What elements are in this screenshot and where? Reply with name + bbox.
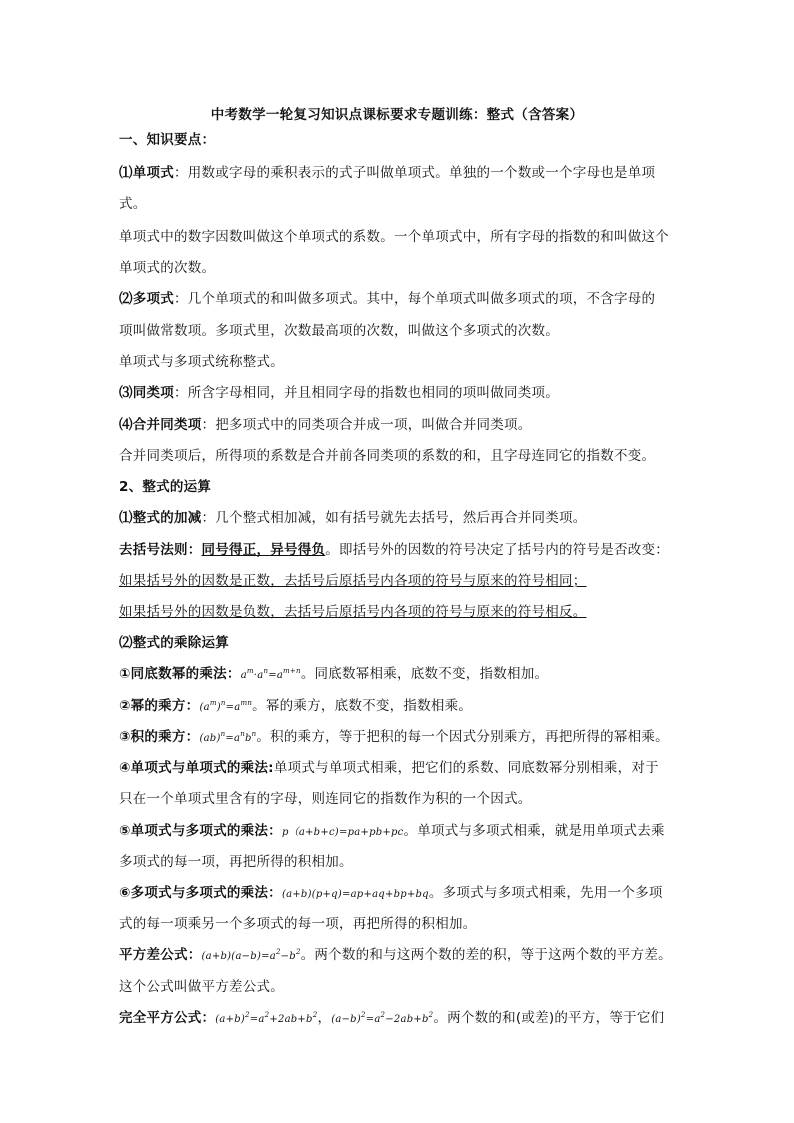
document-title: 中考数学一轮复习知识点课标要求专题训练：整式（含答案） (210, 107, 584, 123)
term-difference-of-squares: 平方差公式： (119, 947, 202, 963)
paragraph-combine-like-terms (119, 415, 532, 435)
term-monomial: ⑴单项式 (119, 165, 174, 181)
bracket-rule-positive: 如果括号外的因数是正数，去括号后原括号内各项的符号与原来的符号相同； (119, 573, 587, 589)
term-like-terms: ⑶同类项 (119, 385, 174, 401)
rule-monomial-times-polynomial (119, 821, 665, 843)
paragraph-polynomial-cont: 项叫做常数项。多项式里，次数最高项的次数，叫做这个多项式的次数。 (119, 323, 559, 339)
term-monomial-times-monomial: ④单项式与单项式的乘法: (119, 760, 274, 776)
section-heading-knowledge: 一、知识要点： (119, 132, 216, 148)
rule-perfect-square (119, 1008, 664, 1030)
paragraph-monomial-degree: 单项式的次数。 (119, 260, 216, 276)
paragraph-monomial (119, 163, 655, 183)
formula-monomial-times-polynomial: p（a+b+c)=pa+pb+pc (281, 827, 404, 838)
bracket-rule-text: 。即括号外的因数的符号决定了括号内的符号是否改变： (325, 542, 669, 558)
term-polynomial-times-polynomial: ⑥多项式与多项式的乘法： (119, 885, 282, 901)
term-power-of-product: ③积的乘方： (119, 729, 200, 745)
rule-same-base-multiply (119, 664, 548, 686)
formula-same-base-multiply: $a^m\cdot a^n=a^{m+n}$ (240, 667, 301, 681)
term-bracket-rule: 去括号法则： (119, 542, 202, 558)
formula-polynomial-times-polynomial: (a+b)(p+q)=ap+aq+bp+bq (281, 889, 429, 900)
paragraph-monomial-cont: 式。 (119, 196, 147, 212)
perfect-square-text: 。两个数的和(或差)的平方，等于它们 (433, 1010, 665, 1026)
term-power-of-power: ②幂的乘方： (119, 698, 200, 714)
term-combine-like-terms: ⑷合并同类项 (119, 417, 202, 433)
term-same-base-multiply: ①同底数幂的乘法： (119, 666, 241, 682)
paragraph-combine-rule: 合并同类项后，所得项的系数是合并前各同类项的系数的和，且字母连同它的指数不变。 (119, 448, 656, 464)
formula-separator: ， (317, 1010, 332, 1026)
paragraph-integral-expression: 单项式与多项式统称整式。 (119, 354, 284, 370)
monomial-times-monomial-text: 单项式与单项式相乘，把它们的系数、同底数幂分别相乘，对于 (273, 760, 659, 776)
paragraph-bracket-rule (119, 540, 669, 560)
rule-difference-of-squares-cont: 这个公式叫做平方差公式。 (119, 979, 284, 995)
combine-like-terms-definition: ：把多项式中的同类项合并成一项，叫做合并同类项。 (201, 417, 532, 433)
term-add-subtract: ⑴整式的加减 (119, 510, 202, 526)
paragraph-polynomial (119, 289, 655, 309)
formula-perfect-square-sum: $(a+b)^2=a^2+2ab+b^2$ (215, 1011, 318, 1025)
rule-monomial-times-monomial (119, 758, 659, 778)
rule-polynomial-times-polynomial (119, 883, 663, 905)
rule-power-of-product (119, 727, 669, 749)
same-base-multiply-text: 。同底数幂相乘，底数不变，指数相加。 (300, 666, 549, 682)
paragraph-like-terms (119, 383, 559, 403)
add-subtract-definition: ：几个整式相加减，如有括号就先去括号，然后再合并同类项。 (201, 510, 587, 526)
formula-perfect-square-difference: $(a-b)^2=a^2-2ab+b^2$ (331, 1011, 434, 1025)
subheading-multiply-divide: ⑵整式的乘除运算 (119, 635, 229, 651)
power-of-product-text: 。积的乘方，等于把积的每一个因式分别乘方，再把所得的幂相乘。 (256, 729, 669, 745)
rule-power-of-power (119, 696, 472, 718)
power-of-power-text: 。幂的乘方，底数不变，指数相乘。 (252, 698, 473, 714)
paragraph-add-subtract (119, 508, 587, 528)
polynomial-definition: ：几个单项式的和叫做多项式。其中，每个单项式叫做多项式的项，不含字母的 (174, 291, 656, 307)
like-terms-definition: ：所含字母相同，并且相同字母的指数也相同的项叫做同类项。 (174, 385, 559, 401)
rule-monomial-times-polynomial-cont: 多项式的每一项，再把所得的积相加。 (119, 854, 353, 870)
term-perfect-square: 完全平方公式： (119, 1010, 216, 1026)
paragraph-monomial-coefficient: 单项式中的数字因数叫做这个单项式的系数。一个单项式中，所有字母的指数的和叫做这个 (119, 229, 669, 245)
rule-polynomial-times-polynomial-cont: 式的每一项乘另一个多项式的每一项，再把所得的积相加。 (119, 916, 477, 932)
formula-difference-of-squares: $(a+b)(a-b)=a^2-b^2$ (201, 948, 301, 962)
bracket-rule-mnemonic: 同号得正，异号得负 (201, 542, 326, 558)
formula-power-of-power: $(a^m)^n=a^{mn}$ (199, 699, 253, 713)
monomial-times-polynomial-text: 。单项式与多项式相乘，就是用单项式去乘 (403, 823, 665, 839)
section-heading-operations: 2、整式的运算 (119, 479, 212, 495)
term-polynomial: ⑵多项式 (119, 291, 174, 307)
formula-power-of-product: $(ab)^n=a^nb^n$ (199, 730, 257, 744)
rule-monomial-times-monomial-cont: 只在一个单项式里含有的字母，则连同它的指数作为积的一个因式。 (119, 791, 532, 807)
rule-difference-of-squares (119, 945, 672, 967)
difference-of-squares-text: 。两个数的和与这两个数的差的积，等于这两个数的平方差。 (300, 947, 672, 963)
polynomial-times-polynomial-text: 。多项式与多项式相乘，先用一个多项 (428, 885, 663, 901)
bracket-rule-negative: 如果括号外的因数是负数，去括号后原括号内各项的符号与原来的符号相反。 (119, 604, 587, 620)
monomial-definition: ：用数或字母的乘积表示的式子叫做单项式。单独的一个数或一个字母也是单项 (174, 165, 656, 181)
term-monomial-times-polynomial: ⑤单项式与多项式的乘法： (119, 823, 282, 839)
